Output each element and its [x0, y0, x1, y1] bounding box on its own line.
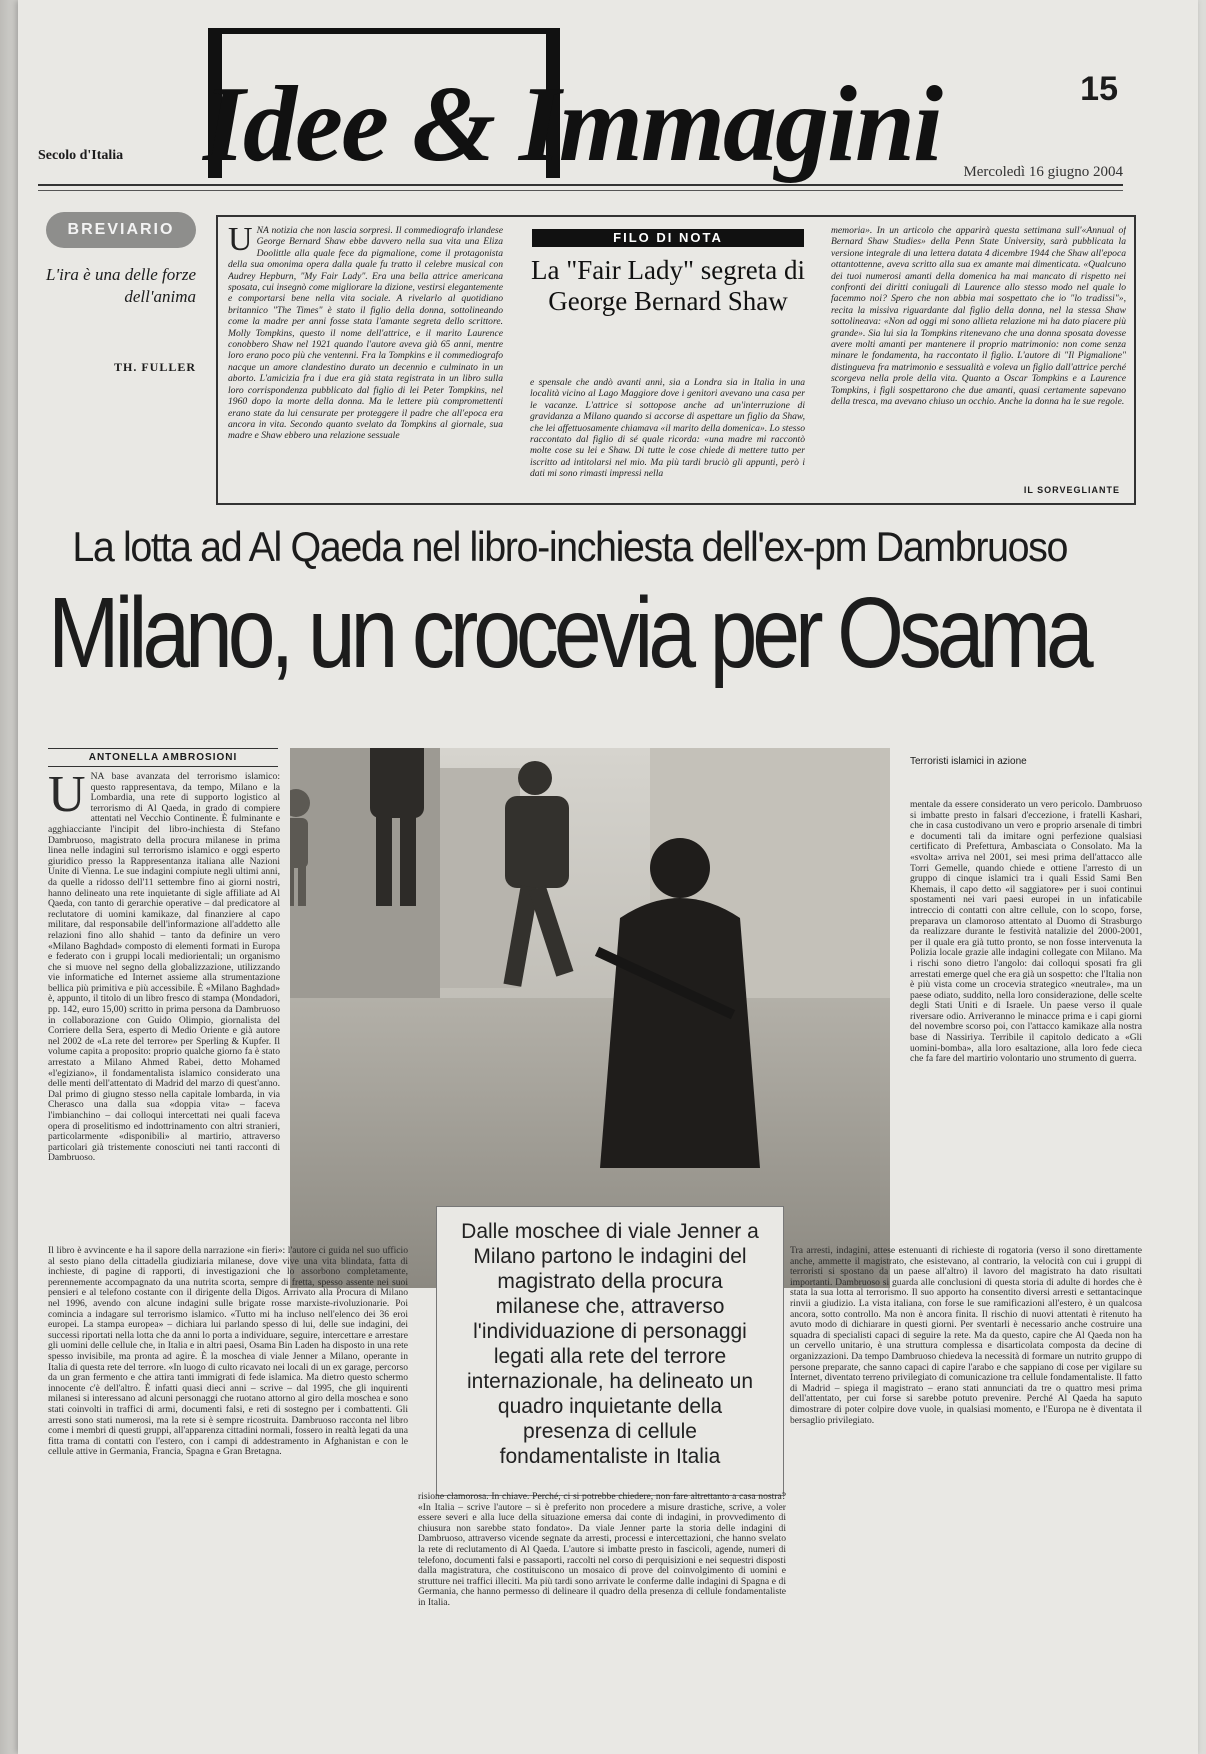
article-column: risione clamorosa. In chiave. Perché, ci si potrebbe chiedere, non fare altrettanto a casa nostra? «In Italia – scrive l'autore – si è preferito non procedere a misure drastiche, scrive, a voler essere severi e alla luce della situazione emersa dai conte di indagini, in provvedimento di chiusura non sarebbe stato fondato». Da viale Jenner parte la storia delle indagini di Dambruoso, attraverso vicende segnate da arresti, processi e intercettazioni, che hanno svelato la rete di reclutamento di Al Qaeda. L'autore si imbatte presto in fascicoli, agende, numeri di telefono, documenti falsi e passaporti, raccolti nel corso di perquisizioni e nei sequestri disposti dalla magistratura, che costituiscono un mosaico di prove del coinvolgimento di uomini e strutture nei traffici illeciti. Ma più tardi sono arrivate le conferme dalle indagini di Spagna e di Germania, che hanno permesso di delineare il quadro della presenza di cellule fondamentaliste in Italia.	[418, 1492, 786, 1608]
drop-cap: U	[48, 772, 86, 823]
article-column: Tra arresti, indagini, attese estenuanti di richieste di rogatoria (verso il sono direttamente anche, ammette il magistrato, che esistevano, al contrario, la velocità con cui i gruppi di terroristi si spostano da un paese all'altro) il lavoro del magistrato ha dato risultati importanti. Dambruoso si guarda alle conclusioni di questa storia di adulte di hordes che è stata la sua lotta al terrorismo. Il suo apporto ha consentito diversi arresti e settantacinque rinvii a giudizio. La vista italiana, con forse le sue ramificazioni all'estero, è un qualcosa ancora, sotto controllo. Ma non è ancora finita. Il rischio di nuovi attentati è ritenuto ha avuto modo di dichiarare in questi giorni. Per sventarli è necessario anche costruire una squadra di specialisti capaci di seguire la rete. Ma da questo, capire che Al Qaeda non ha un cervello unitario, è una struttura complessa e disarticolata composta da decine di organizzazioni. Da tempo Dambruoso chiedeva la necessità di formare un nutrito gruppo di persone preparate, che sanno capaci di capire l'arabo e che sappiano di cose per vigilare su Internet, diventato terreno privilegiato di comunicazione tra cellule fondamentaliste. Il fatto di Madrid – spiega il magistrato – erano stati annunciati da tre o quattro mesi prima dell'attentato, per cui forse si sarebbe potuto prevenire. Perché Al Qaeda ha saputo dimostrare di poter colpire dove vuole, in qualsiasi momento, e l'Europa ne è diventata il bersaglio privilegiato.	[790, 1246, 1142, 1426]
issue-date: Mercoledì 16 giugno 2004	[963, 164, 1123, 180]
article-kicker: La lotta ad Al Qaeda nel libro-inchiesta dell'ex-pm Dambruoso	[72, 523, 1068, 570]
nota-column	[228, 225, 503, 503]
masthead	[18, 0, 1198, 215]
divider	[38, 190, 1123, 191]
photo-caption: Terroristi islamici in azione	[910, 756, 1027, 767]
breviario-author: TH. FULLER	[113, 360, 196, 374]
filo-di-nota-banner: FILO DI NOTA	[532, 229, 804, 247]
article-column: Il libro è avvincente e ha il sapore della narrazione «in fieri»: l'autore ci guida nel suo ufficio al sesto piano della cittadella giudiziaria milanese, dove vive una vita blindata, fatta di inchieste, di pagine di rapporti, di investigazioni che lo assorbono completamente, perennemente accompagnato da una nutrita scorta, sempre di fretta, spesso assente nei suoi pensieri e al telefono costante con il dirigente della Digos. Arrivato alla Procura di Milano nel 1996, avendo con alcune indagini sulle brigate rosse marxiste-rivoluzionarie. Poi comincia a indagare sul terrorismo islamico. «Tutto mi ha incluso nell'elenco dei 36 eroi europei. La stampa europea» – dichiara lui parlando spesso di lui, delle sue indagini, dei successi riportati nella lotta che da anni lo porta a individuare, seguire, intercettare e arrestare gli uomini delle cellule che, in Italia e in altri paesi, Osama Bin Laden ha disposto in una rete spesso invisibile, ma pronta ad agire. È la moschea di viale Jenner a Milano, operante in Italia di questa rete del terrore. «In luogo di culto ricavato nei locali di un ex garage, percorso da un gran fermento e che attira tanti immigrati di fede islamica. Ma dietro questo schermo innocente c'è dell'altro. È infatti quasi dieci anni – scrive – dal 1995, che gli inquirenti milanesi si interessano ad alcuni personaggi che ruotano attorno al giro della moschea e sono stati coinvolti in traffici di armi, documenti falsi, e reti di sostegno per i combattenti. Gli arresti sono stati numerosi, ma la rete si è sempre ricostruita. Dambruoso racconta nel libro come i membri di questi gruppi, all'apparenza cittadini normali, fossero in realtà legati da una fitta trama di contatti con l'estero, con i campi di addestramento in Afghanistan e con le cellule attive in Germania, Francia, Spagna e Gran Bretagna.	[48, 1246, 408, 1458]
binding-gutter	[0, 0, 18, 1754]
article-column	[48, 772, 280, 1242]
nota-column: memoria». In un articolo che apparirà questa settimana sull'«Annual of Bernard Shaw Studies» della Penn State University, sarà pubblicata la versione integrale di una lettera datata 4 dicembre 1944 che Shaw all'epoca ottantottenne, aveva scritto alla sua ex amante mai dimenticata. «Qualcuno dei tuoi numerosi amanti della domenica ha mai mancato di rispetto nei confronti dei diritti coniugali di Laurence allo stesso modo nel quale lo facemmo noi? Spero che non abbia mai sospettato che io "lo tradissi"», recita la missiva riguardante dal figlio della donna, nel la stessa Shaw sottolineava: «Non ad oggi mi sono allieta relazione mi ha dato piacere più grande». Sia lui sia la Tompkins ritenevano che una donna sposata dovesse avere molti amanti per mantenere il proprio matrimonio: non come senza minare le fondamenta, ha raccontato il figlio. L'autore di "Il Pigmalione" distingueva fra matrimonio e sessualità e voleva un figlio dall'attrice perché scorgeva nella prole della vita. Quanto a Oscar Tompkins e a Laurence Tompkins, i figli sospettarono che due amanti, quasi certamente sapevano della tresca, ma avevano chiuso un occhio. Anche la donna ha le sue regole.	[831, 225, 1126, 408]
article-headline: Milano, un crocevia per Osama	[48, 577, 1089, 689]
nota-column: e spensale che andò avanti anni, sia a Londra sia in Italia in una località vicino al Lago Maggiore dove i genitori avevano una casa per le vacanze. L'attrice si sottopose anche ad un'interruzione di gravidanza a Milano quando si accorse di aspettare un figlio da Shaw, che lei affettuosamente chiamava «il marito della domenica». Lo stesso raccontato dal figlio di sé quale ricorda: «una madre mi raccontò molte cose su lei e Shaw. Di tutte le cose chiede di mettere tutto per iscritto ad intitolarsi nel mio. Ma più tardi bruciò gli appunti, però i dati mi sono rimasti impressi nella	[530, 377, 805, 480]
page-number: 15	[1080, 70, 1118, 108]
article-byline: ANTONELLA AMBROSIONI	[48, 748, 278, 767]
breviario-quote: L'ira è una delle forze dell'anima	[46, 265, 197, 306]
breviario-box	[46, 212, 196, 402]
newspaper-page	[18, 0, 1198, 1754]
article-column: mentale da essere considerato un vero pericolo. Dambruoso si imbatte presto in falsari d'eccezione, i fratelli Kashari, che in casa custodivano un vero e proprio arsenale di timbri e documenti tali da imitare ogni perfezione qualsiasi certificato di Prefettura, Ambasciata o Consolato. Ma la «svolta» arriva nel 2001, sei mesi prima dell'attacco alle Torri Gemelle, quando chiede e ottiene l'arresto di un gruppo di cinque islamici tra i quali Essid Sami Ben Khemais, il capo detto «il saggiatore» per i suoi continui spostamenti nei vari paesi europei in un infaticabile intreccio di contatti con altre cellule, con lo scopo, forse, preparava un clamoroso attentato al Duomo di Strasburgo da realizzare durante le festività natalizie del 2000-2001, per il quale era già tutto pronto, se non fosse intervenuta la Polizia locale grazie alle indagini collegate con Milano. Ma i rischi sono dietro l'angolo: dai colloqui sposati fra gli arrestati emerge quel che era già un sospetto: che l'Italia non è più vista come un crocevia strategico «neutrale», ma un paese odiato, suddito, nella loro considerazione, delle scelte degli Stati Uniti e di Israele. Un paese verso il quale riversare odio. Arriveranno le minacce prima e i capi giorni del novembre scorso poi, con l'attacco kamikaze alla nostra base di Nassiriya. Terribile il capitolo dedicato a «Gli uomini-bomba», alla loro esaltazione, alla loro fede cieca che fa fare del martirio volontario uno strumento di guerra.	[910, 800, 1142, 1065]
drop-cap: U	[228, 225, 253, 258]
pull-quote: Dalle moschee di viale Jenner a Milano partono le indagini del magistrato della procura milanese che, attraverso l'individuazione di personaggi legati alla rete del terrore internazionale, ha delineato un quadro inquietante della presenza di cellule fondamentaliste in Italia	[436, 1206, 784, 1496]
paper-name: Secolo d'Italia	[38, 148, 124, 163]
divider	[38, 184, 1123, 186]
nota-title: La "Fair Lady" segreta di George Bernard Shaw	[531, 255, 805, 316]
section-title: Idee & Immagini	[203, 65, 942, 184]
title-ornament	[208, 28, 560, 34]
filo-di-nota-box	[216, 215, 1136, 505]
article-text: NA base avanzata del terrorismo islamico: questo rappresentava, da tempo, Milano e la Lombardia, una rete di supporto logistico al terrorismo di Al Qaeda, in grado di compiere attentati nel Vecchio Continente. È fulminante e agghiacciante l'incipit del libro-inchiesta di Stefano Dambruoso, magistrato della procura milanese in prima linea nelle indagini sul terrorismo islamico e oggi esperto giuridico presso la Rappresentanza italiana alle Nazioni Unite di Vienna. Le sue indagini compiute negli ultimi anni, da quelle a ridosso dell'11 settembre fino ai giorni nostri, hanno delineato una rete inquietante di sigle affiliate ad Al Qaeda, con tanto di gerarchie operative – dal predicatore al reclutatore di uomini kamikaze, dal finanziere al capo militare, dal responsabile dell'informazione all'addetto alle relazioni fino allo shahid – tanto da definire un vero «Milano Baghdad» composto di elementi formati in Europa e federato con i gruppi locali mediorientali; un organismo che si muove nel segno della globalizzazione, utilizzando vie informatiche ed Internet assieme alla strumentazione bellica più primitiva e più accessibile. È «Milano Baghdad» è, appunto, il titolo di un libro fresco di stampa (Mondadori, pp. 142, euro 15,00) scritto in prima persona da Dambruoso in collaborazione con Guido Olimpio, giornalista del Corriere della Sera, esperto di Medio Oriente e già autore nel 2002 de «La rete del terrore» per Sperling & Kupfer. Il volume capita a proposito: proprio qualche giorno fa è stato arrestato a Milano Ahmed Rabei, detto Mohamed «l'egiziano», il fondamentalista islamico considerato una delle menti dell'attentato di Madrid del marzo di quest'anno. Dal primo di giugno stesso nella capitale lombarda, in via Cherasco una dalla sua «doppia vita» – faceva l'imbianchino – dai colloqui intercettati nei quali faceva opera di proselitismo ed indottrinamento con altri stranieri, particolarmente «disponibili» al martirio, attraverso particolari già tristemente conosciuti nei tanti racconti di Dambruoso.	[48, 772, 280, 1164]
breviario-badge: BREVIARIO	[46, 212, 196, 248]
nota-signature: IL SORVEGLIANTE	[1023, 485, 1120, 495]
nota-text: NA notizia che non lascia sorpresi. Il commediografo irlandese George Bernard Shaw ebbe davvero nella sua vita una Eliza Doolittle alla quale fece da pigmalione, come il protagonista della sua omonima opera dalla quale fu tratto il celebre musical con Audrey Hepburn, "My Fair Lady". Era una bella attrice americana sposata, cui insegnò come migliorare la dizione, vestirsi elegantemente e comportarsi bene nella vita sociale. A rivelarlo al quotidiano britannico "The Times" è stato il figlio della donna, sottolineando come la madre per anni fosse stata l'amante segreta dello scrittore. Molly Tompkins, questo il nome dell'attrice, e il marito Laurence conobbero Shaw nel 1921 quando l'autore aveva già 65 anni, mentre loro erano poco più che ventenni. Fra la Tompkins e il commediografo nacque un amore clandestino durato un decennio e culminato in un aborto. L'amicizia fra i due era già stata registrata in un libro sulla loro corrispondenza pubblicato dal figlio di lei Peter Tompkins, nel 1960 dopo la morte della donna. Ma le lettere più compromettenti erano state da lui censurate per proteggere il padre che all'epoca era ancora in vita. Secondo quanto svelato da Tompkins al giornale, sua madre e Shaw ebbero una relazione sessuale	[228, 225, 503, 442]
